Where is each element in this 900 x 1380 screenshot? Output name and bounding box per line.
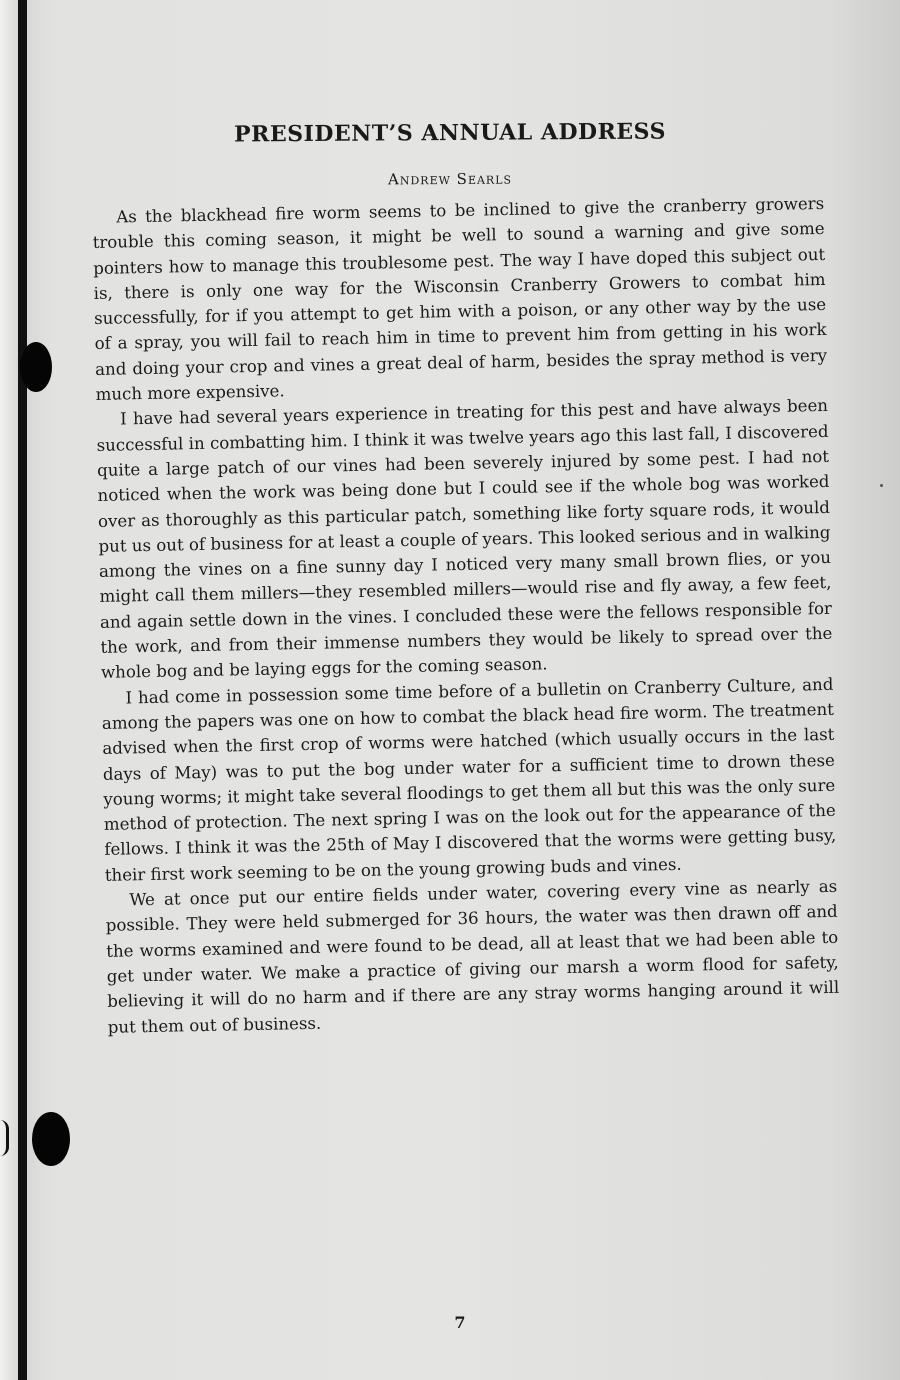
paragraph: I have had several years experience in treating for this pest and have always been successful in combatting him. I think it was twelve years ago this last fall, I discovered quite a large patch of our vines had been severely injured by some pest. I had not noticed when the work was being done but I could see if the whole bog was worked over as thoroughly as this particular patch, something like forty square rods, it would put us out of business for at least a couple of years. This looked serious and in walking among the vines on a fine sunny day I noticed very many small brown flies, or you might call them millers—they resembled millers—would rise and fly away, a few feet, and again settle down in the vines. I concluded these were the fellows responsible for the work, and from their immense numbers they would be likely to spread over the whole bog and be laying eggs for the coming season.: [96, 396, 833, 683]
article-body: [92, 191, 840, 1040]
author-byline: Andrew Searls: [387, 169, 513, 189]
binding-edge: [18, 0, 27, 1380]
article-title: PRESIDENT’S ANNUAL ADDRESS: [233, 118, 667, 148]
paragraph: We at once put our entire fields under water, covering every vine as nearly as possible. They were held submerged for 36 hours, the water was then drawn off and the worms examined and were found to be dead, all at least that we had been able to get under water. We make a practice of giving our marsh a worm flood for safety, believing it will do no harm and if there are any stray worms hanging around it will put them out of business.: [105, 876, 840, 1037]
page-number: 7: [454, 1313, 466, 1332]
binding-ring-mark: [0, 1120, 9, 1156]
scan-speck: [880, 484, 883, 487]
page-margin-shadow: [0, 0, 18, 1380]
paragraph: I had come in possession some time before of a bulletin on Cranberry Culture, and among the papers was one on how to combat the black head fire worm. The treatment advised when the first crop of worms were hatched (which usually occurs in the last days of May) was to put the bog under water for a sufficient time to drown these young worms; it might take several floodings to get them all but this was the only sure method of protection. The next spring I was on the look out for the appearance of the fellows. I think it was the 25th of May I discovered that the worms were getting busy, their first work seeming to be on the young growing buds and vines.: [101, 674, 837, 885]
paragraph: As the blackhead fire worm seems to be inclined to give the cranberry growers trouble this coming season, it might be well to sound a warning and give some pointers how to manage this troublesome pest. The way I have doped this subject out is, there is only one way for the Wisconsin Cranberry Growers to combat him successfully, for if you attempt to get him with a poison, or any other way by the use of a spray, you will fail to reach him in time to prevent him from getting in his work and doing your crop and vines a great deal of harm, besides the spray method is very much more expensive.: [92, 193, 828, 405]
punch-hole-top: [20, 342, 52, 392]
punch-hole-bottom: [32, 1112, 70, 1166]
